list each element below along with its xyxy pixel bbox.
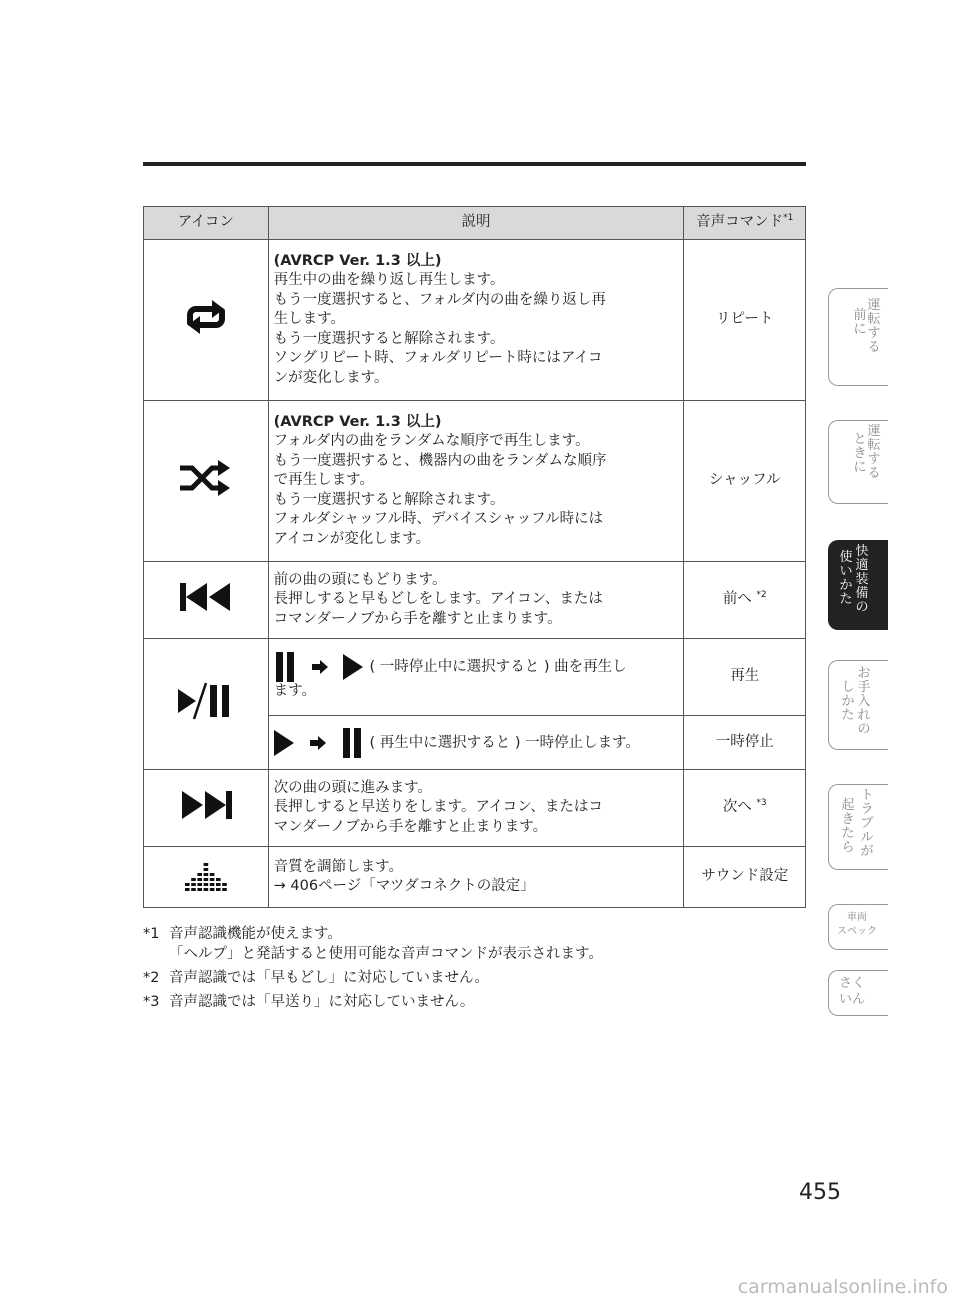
- tab-vehicle-specs[interactable]: 車両 スペック: [828, 904, 888, 950]
- prev-desc: 前の曲の頭にもどります。 長押しすると早もどしをします。アイコン、または コマンダーノブから手を離すと止まります。: [268, 562, 684, 639]
- table-row-repeat: [144, 240, 806, 401]
- footnote-1: *1 音声認識機能が使えます。 「ヘルプ」と発話すると使用可能な音声コマンドが表示されます。: [143, 926, 603, 962]
- equalizer-icon: [181, 854, 231, 894]
- play-icon: [274, 728, 296, 758]
- top-rule: [143, 162, 806, 166]
- tab-while-driving[interactable]: ときに 運転 する: [828, 420, 888, 504]
- prev-cmd: 前へ $^{*2}$: [684, 562, 806, 639]
- footnote-3: *3 音声認識では「早送り」に対応していません。: [143, 994, 475, 1010]
- footnote-2: *2 音声認識では「早もどし」に対応していません。: [143, 970, 489, 986]
- tab-before-driving[interactable]: 前に 運転 する: [828, 288, 888, 386]
- play-icon: [343, 652, 365, 682]
- pause-icon: [341, 728, 365, 758]
- arrow-right-icon: [306, 659, 334, 675]
- icon-table: [143, 206, 806, 908]
- next-desc: 次の曲の頭に進みます。 長押しすると早送りをします。アイコン、またはコ マンダーノブから手を離すと止まります。: [268, 770, 684, 847]
- pause-icon: [274, 652, 298, 682]
- play-pause-icon: [174, 679, 238, 723]
- table-row-prev: [144, 562, 806, 639]
- play-desc: ( 一時停止中に選択すると ) 曲を再生し ます。: [268, 639, 684, 716]
- arrow-right-icon: [304, 735, 332, 751]
- repeat-icon: [176, 297, 236, 337]
- repeat-cmd: リピート: [684, 240, 806, 401]
- table-row-shuffle: [144, 401, 806, 562]
- sound-cmd: サウンド設定: [684, 847, 806, 908]
- header-cmd: 音声コマンド$^{*1}$: [684, 207, 806, 240]
- table-row-play: [144, 639, 806, 716]
- tab-index[interactable]: さく いん: [828, 970, 888, 1016]
- shuffle-icon: [176, 458, 236, 498]
- watermark: carmanualsonline.info: [737, 1276, 948, 1298]
- shuffle-desc: (AVRCP Ver. 1.3 以上) フォルダ内の曲をランダムな順序で再生します。 もう一度選択すると、機器内の曲をランダムな順序 で再生します。 もう一度選択すると解除されます。 フォルダシャッフル時、デバイスシャッフル時には アイコンが変化します。: [268, 401, 684, 562]
- skip-forward-icon: [176, 785, 236, 825]
- header-icon: アイコン: [144, 207, 269, 240]
- play-cmd: 再生: [684, 639, 806, 716]
- shuffle-cmd: シャッフル: [684, 401, 806, 562]
- page-number: 455: [799, 1180, 841, 1205]
- header-desc: 説明: [268, 207, 684, 240]
- sound-desc: 音質を調節します。 → 406ページ「マツダコネクトの設定」: [268, 847, 684, 908]
- tab-comfort-features[interactable]: 使いかた 快適 装備 の: [828, 540, 888, 630]
- tab-maintenance[interactable]: しかた お手 入れ の: [828, 660, 888, 750]
- skip-back-icon: [176, 577, 236, 617]
- tab-troubleshooting[interactable]: 起きたら トラブ ルが: [828, 784, 888, 870]
- repeat-desc: (AVRCP Ver. 1.3 以上) 再生中の曲を繰り返し再生します。 もう一度選択すると、フォルダ内の曲を繰り返し再 生します。 もう一度選択すると解除されます。 ソングリピート時、フォルダリピート時にはアイコ ンが変化します。: [268, 240, 684, 401]
- pause-desc: ( 再生中に選択すると ) 一時停止します。: [268, 716, 684, 770]
- pause-cmd: 一時停止: [684, 716, 806, 770]
- next-cmd: 次へ $^{*3}$: [684, 770, 806, 847]
- table-row-next: [144, 770, 806, 847]
- footnotes: [143, 924, 703, 1016]
- table-row-sound: [144, 847, 806, 908]
- table-header: [144, 207, 806, 240]
